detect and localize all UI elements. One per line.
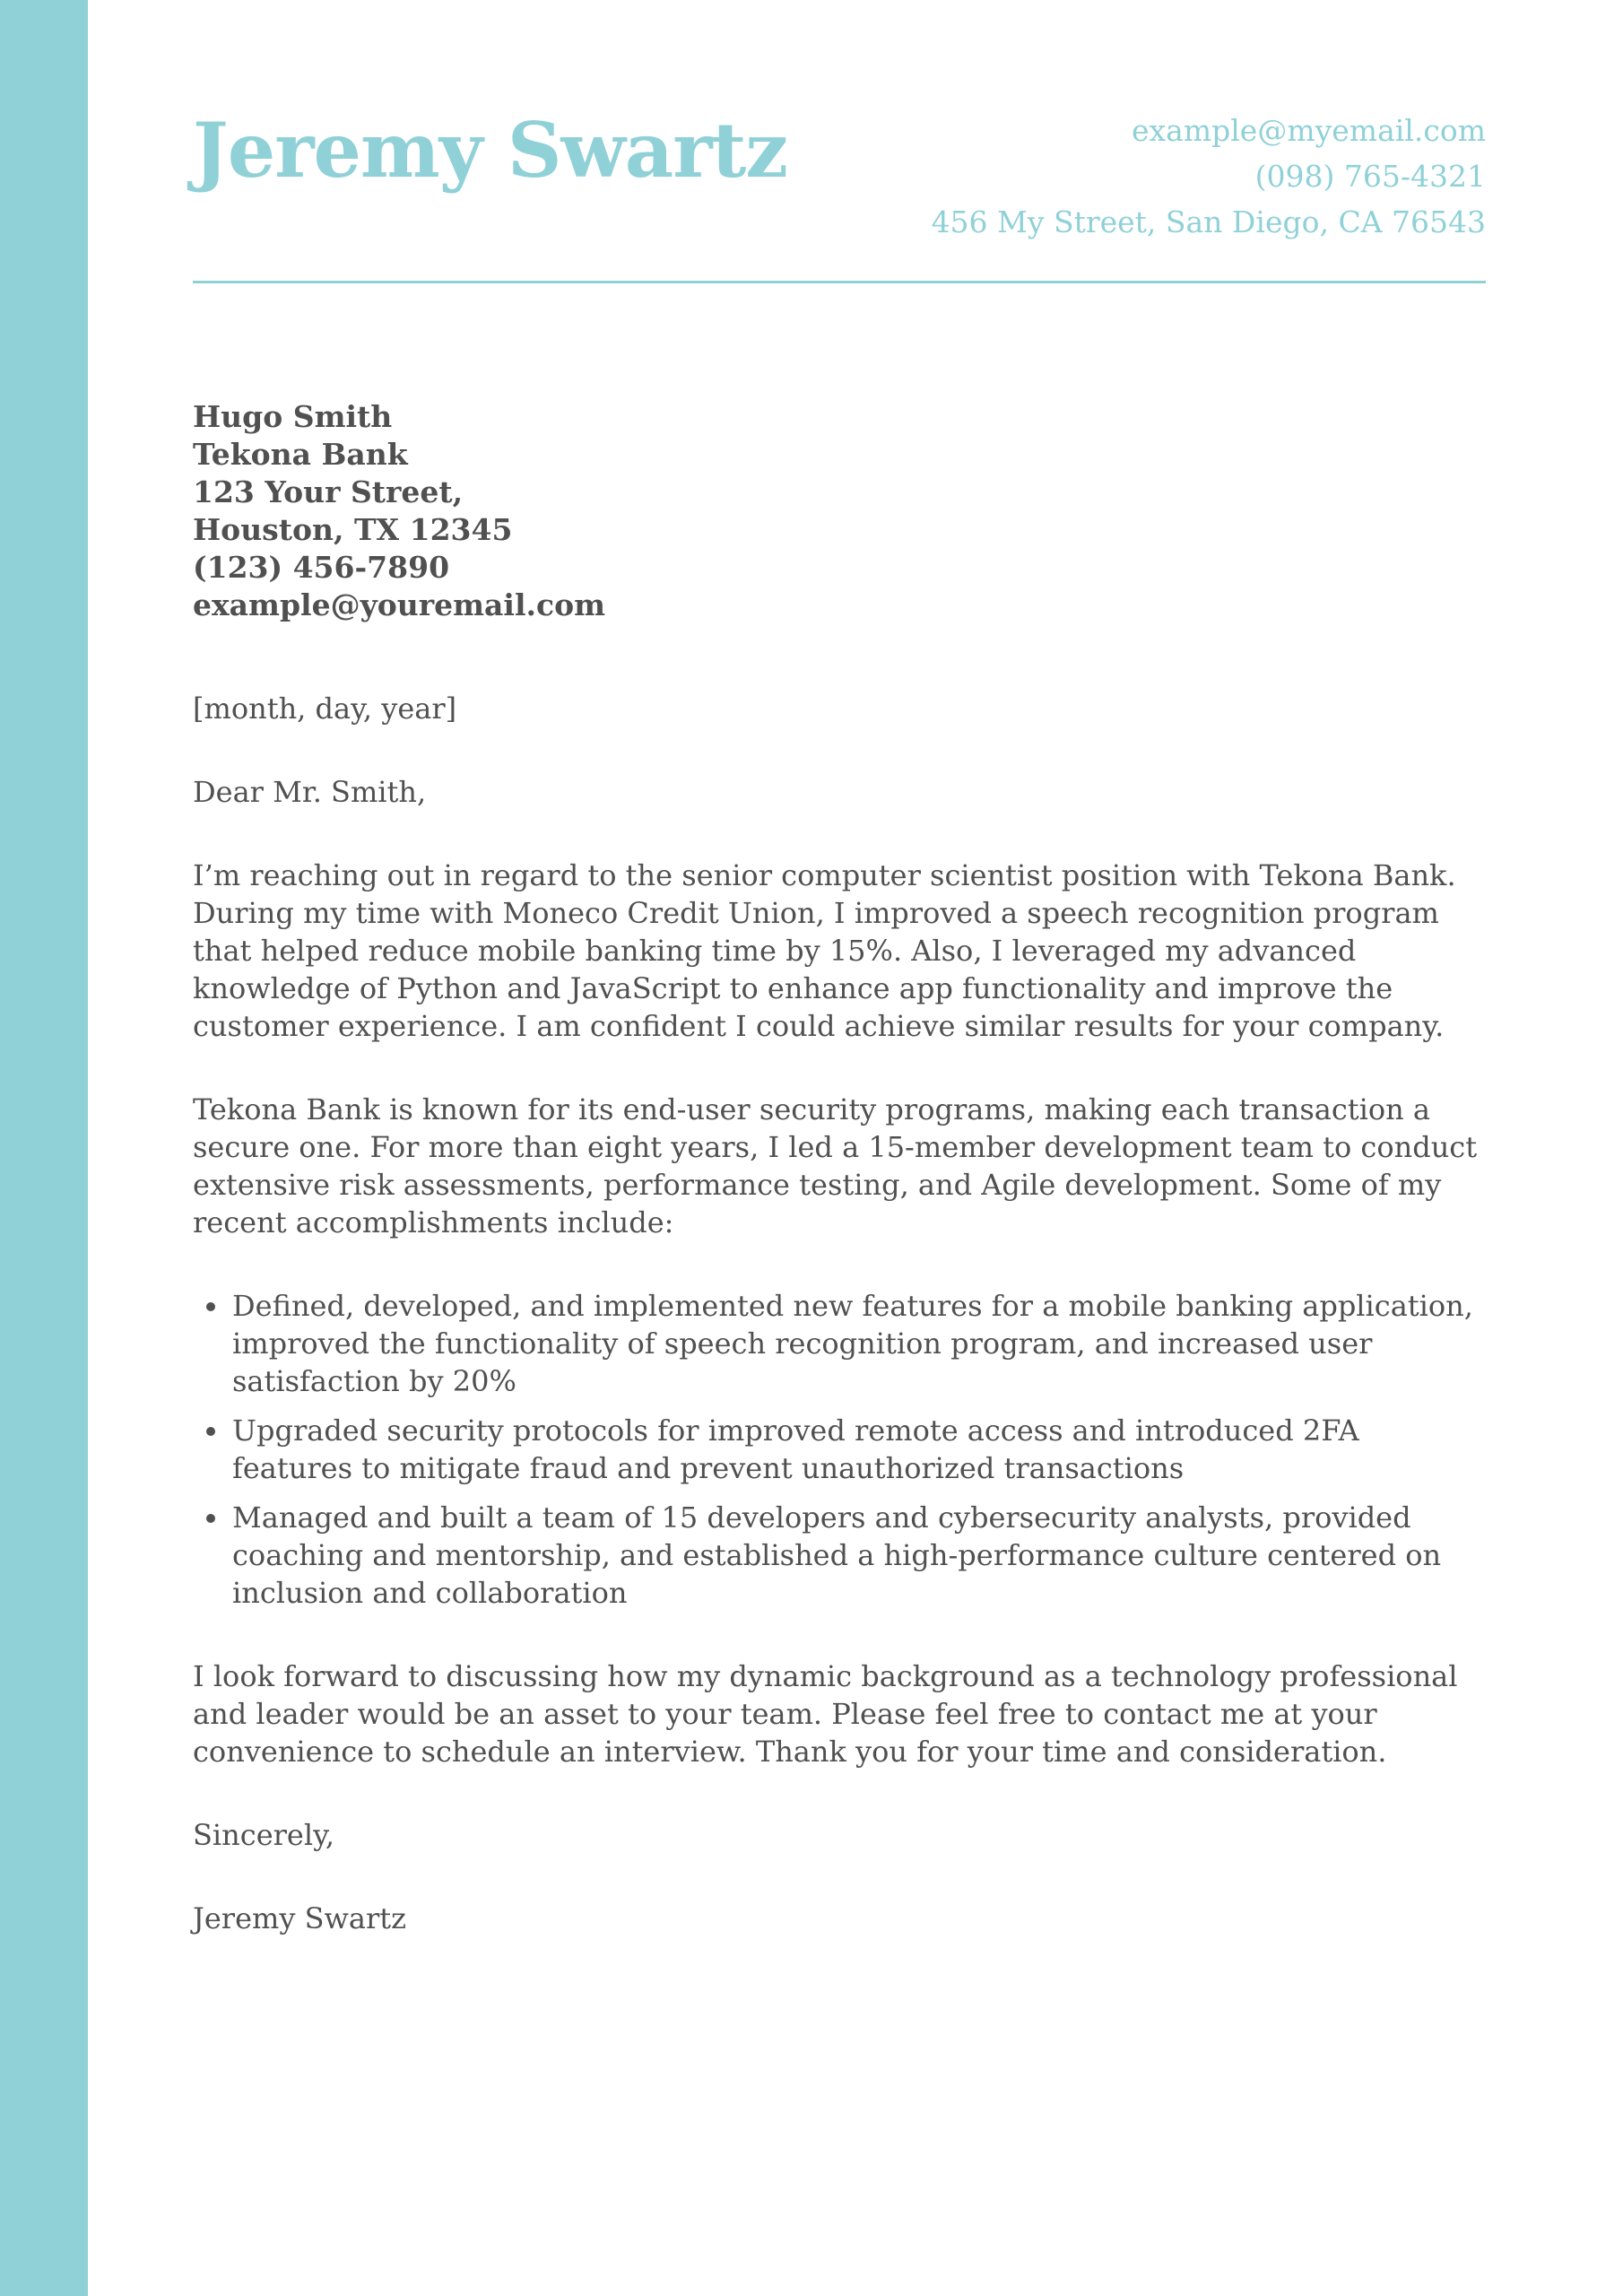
body-paragraph-1: I’m reaching out in regard to the senior computer scientist position with Tekona Bank. During my time with Moneco Credit Union, I improved a speech recognition program that helped reduce mobile banking time by 15%. Also, I leveraged my advanced knowledge of Python and JavaScript to enhance app functionality and improve the customer experience. I am confident I could achieve similar results for your company.	[193, 858, 1456, 1043]
closing: Sincerely,	[193, 1818, 335, 1852]
accomplishment-item: • Managed and built a team of 15 developers and cybersecurity analysts, provided coaching and mentorship, and established a high-performance culture centered on inclusion and collaboration	[230, 1499, 1486, 1612]
salutation: Dear Mr. Smith,	[193, 775, 427, 809]
accomplishment-item: • Upgraded security protocols for improved remote access and introduced 2FA features to mitigate fraud and prevent unauthorized transactions	[230, 1412, 1486, 1487]
recipient-company: Tekona Bank	[193, 437, 408, 472]
sender-contact	[932, 108, 1486, 245]
accomplishment-item: • Defined, developed, and implemented new features for a mobile banking application, improved the functionality of speech recognition program, and increased user satisfaction by 20%	[230, 1287, 1486, 1400]
sender-address: 456 My Street, San Diego, CA 76543	[931, 204, 1486, 239]
body-paragraph-3: I look forward to discussing how my dynamic background as a technology professional and leader would be an asset to your team. Please feel free to contact me at your convenience to schedule an interview. Thank you for your time and consideration.	[193, 1659, 1458, 1769]
signature: Jeremy Swartz	[193, 1901, 406, 1935]
recipient-email: example@youremail.com	[193, 587, 606, 622]
letter-body	[193, 690, 1486, 1983]
sender-name: Jeremy Swartz	[193, 106, 787, 195]
header-divider	[193, 281, 1486, 283]
recipient-street: 123 Your Street,	[193, 474, 464, 509]
recipient-name: Hugo Smith	[193, 399, 393, 434]
accomplishments-list	[193, 1287, 1486, 1612]
recipient-city: Houston, TX 12345	[193, 512, 513, 547]
letter-date: [month, day, year]	[193, 691, 457, 726]
recipient-phone: (123) 456-7890	[193, 550, 450, 585]
sender-phone: (098) 765-4321	[1254, 159, 1486, 194]
side-accent-bar	[0, 0, 88, 2296]
sender-email: example@myemail.com	[1132, 113, 1486, 148]
body-paragraph-2: Tekona Bank is known for its end-user security programs, making each transaction a secure one. For more than eight years, I led a 15-member development team to conduct extensive risk assessments, performance testing, and Agile development. Some of my recent accomplishments include:	[193, 1092, 1478, 1239]
recipient-block	[193, 398, 605, 624]
